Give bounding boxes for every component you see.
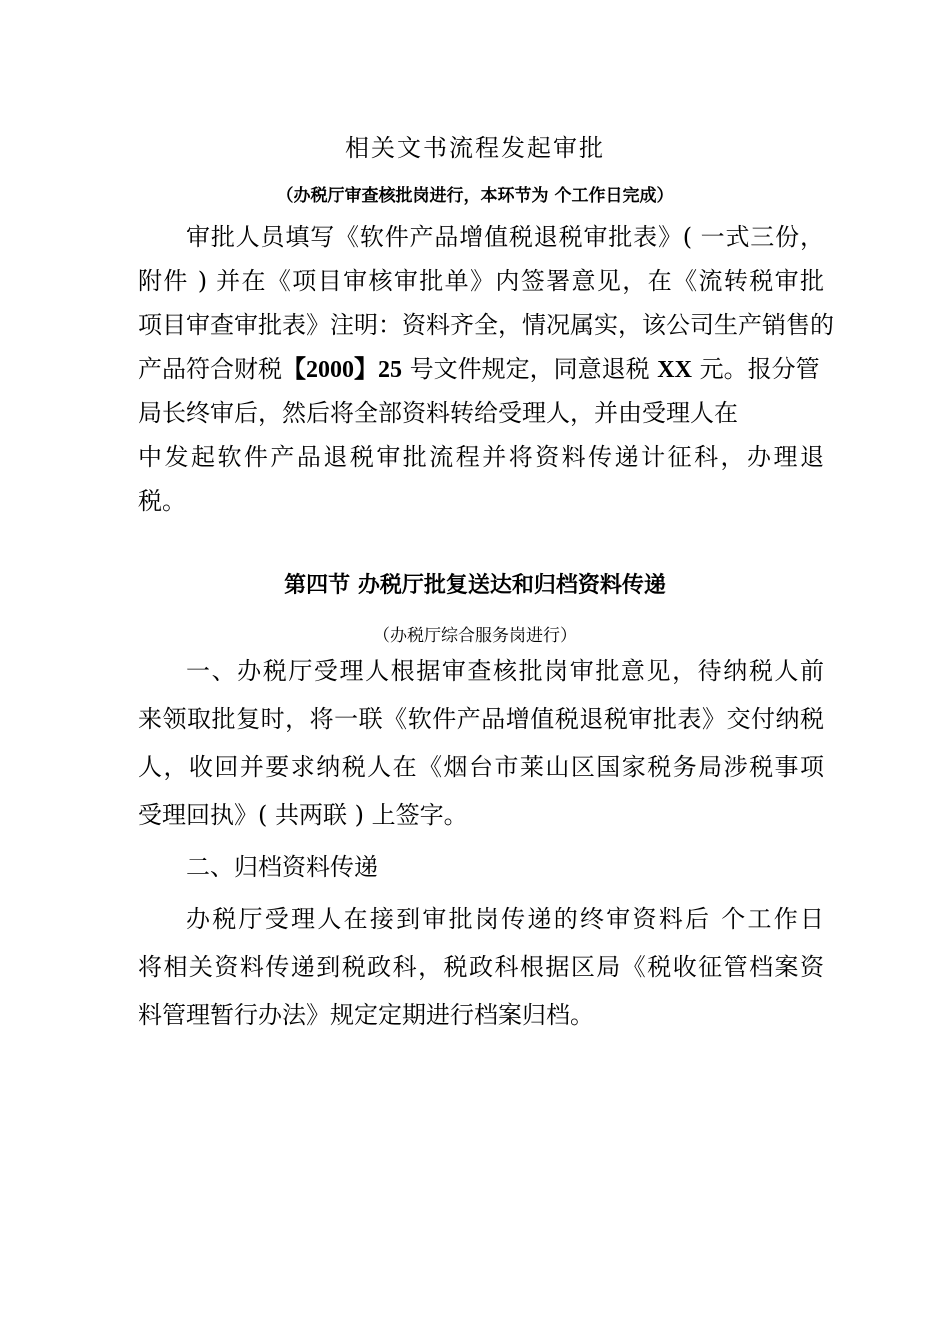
- paragraph-line: 人，收回并要求纳税人在《烟台市莱山区国家税务局涉税事项: [138, 753, 824, 781]
- paragraph-line-mixed: [138, 352, 824, 387]
- paragraph-line: 审批人员填写《软件产品增值税退税审批表》( 一式三份，: [186, 223, 824, 251]
- paragraph-line: 来领取批复时，将一联《软件产品增值税退税审批表》交付纳税: [138, 705, 824, 733]
- paragraph-line: 税。: [138, 487, 186, 515]
- paragraph-line: 项目审查审批表》注明：资料齐全，情况属实，该公司生产销售的: [138, 311, 834, 339]
- text-segment: 元。报分管: [691, 355, 820, 383]
- section-note: （办税厅综合服务岗进行）: [373, 626, 577, 646]
- paragraph-line: 附件 ) 并在《项目审核审批单》内签署意见，在《流转税审批: [138, 267, 824, 295]
- paragraph-line: 局长终审后，然后将全部资料转给受理人，并由受理人在: [138, 399, 738, 427]
- subheading: 二、归档资料传递: [186, 853, 378, 881]
- paragraph-line: 受理回执》( 共两联 ) 上签字。: [138, 801, 468, 829]
- paragraph-line: 办税厅受理人在接到审批岗传递的终审资料后 个工作日: [186, 905, 824, 933]
- paragraph-line: 一、办税厅受理人根据审查核批岗审批意见，待纳税人前: [186, 657, 824, 685]
- text-segment: 产品符合财税: [138, 355, 282, 383]
- text-segment: 号文件规定，同意退税: [402, 355, 658, 383]
- section-note: （办税厅审查核批岗进行，本环节为 个工作日完成）: [276, 186, 674, 206]
- section-title: 相关文书流程发起审批: [345, 134, 605, 162]
- amount-placeholder: XX: [657, 357, 692, 383]
- paragraph-line: 将相关资料传递到税政科，税政科根据区局《税收征管档案资: [138, 953, 824, 981]
- paragraph-line: 中发起软件产品退税审批流程并将资料传递计征科，办理退: [138, 443, 824, 471]
- section-heading: 第四节 办税厅批复送达和归档资料传递: [284, 573, 666, 598]
- doc-reference: 【2000】25: [282, 357, 402, 383]
- paragraph-line: 料管理暂行办法》规定定期进行档案归档。: [138, 1001, 594, 1029]
